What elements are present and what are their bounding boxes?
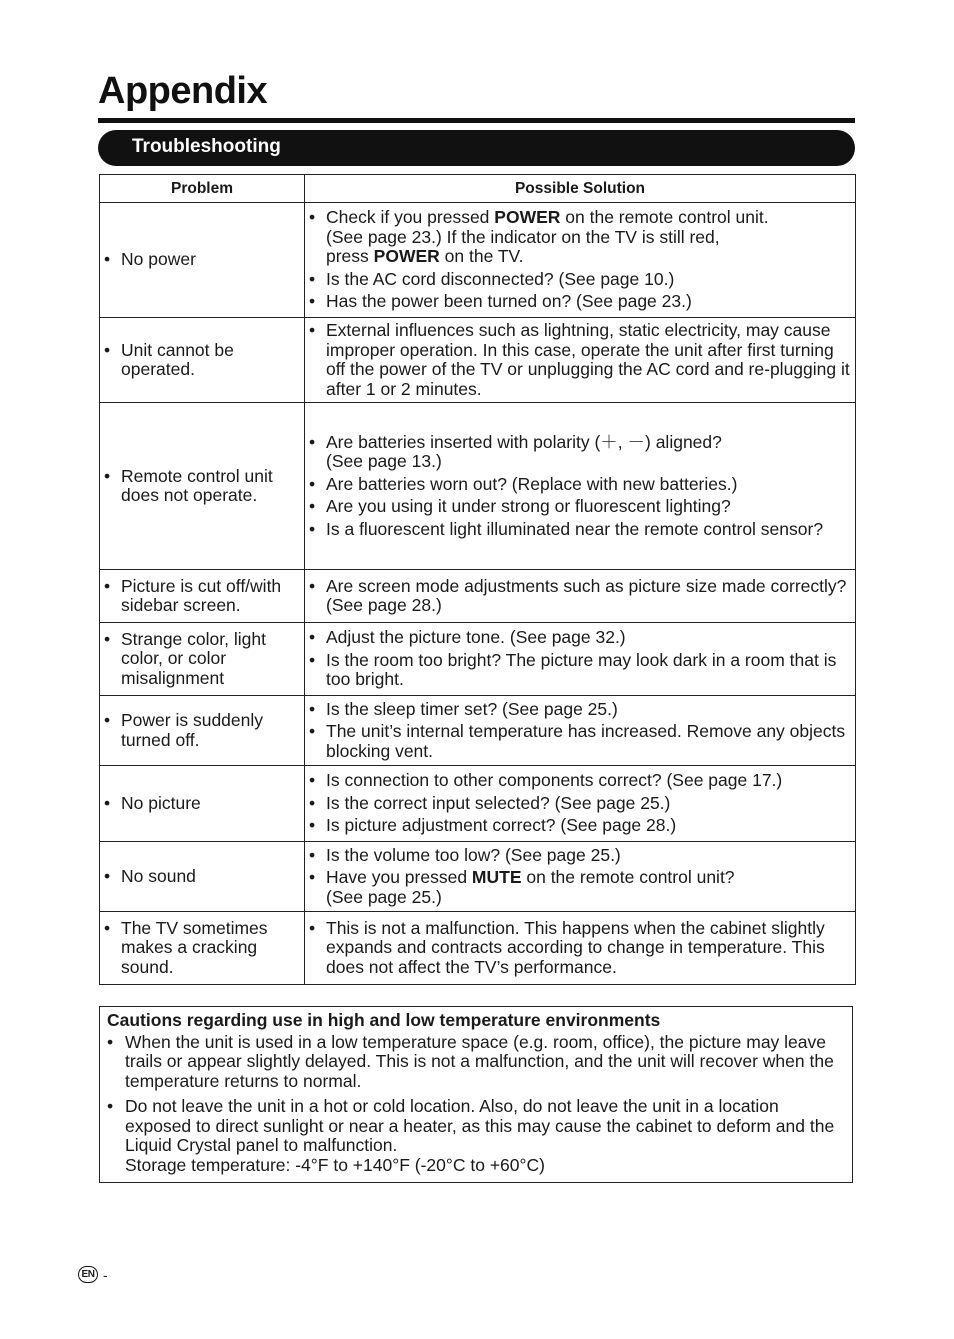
- solution-item: [309, 321, 853, 399]
- bullet: •: [309, 207, 316, 228]
- problem-cell: [100, 766, 305, 842]
- solution-cell: [305, 842, 856, 912]
- solution-item: [309, 292, 853, 312]
- table-row: [100, 696, 856, 766]
- solution-text: Are screen mode adjustments such as picture size made correctly? (See page 28.): [326, 575, 847, 615]
- table-row: [100, 842, 856, 912]
- storage-temperature-note: Storage temperature: -4°F to +140°F (-20°C to +60°C): [125, 1154, 545, 1175]
- bullet: •: [104, 249, 111, 270]
- solution-text: press: [326, 246, 374, 267]
- problem-item: [104, 630, 304, 689]
- solution-text: Is the AC cord disconnected? (See page 10.): [326, 268, 675, 289]
- problem-item: [104, 341, 304, 380]
- table-row: [100, 203, 856, 318]
- bullet: •: [309, 792, 316, 813]
- bullet: •: [309, 320, 316, 340]
- problem-text: Remote control unit does not operate.: [121, 465, 273, 505]
- bullet: •: [309, 698, 316, 719]
- bullet: •: [309, 770, 316, 791]
- solution-text: Is the sleep timer set? (See page 25.): [326, 698, 618, 719]
- solution-item: [309, 577, 853, 616]
- solution-item: [309, 700, 853, 720]
- bullet: •: [309, 575, 316, 596]
- bullet: •: [309, 721, 316, 742]
- solution-text: (See page 25.): [326, 886, 442, 907]
- column-header-solution: Possible Solution: [305, 175, 856, 203]
- page-number-separator: -: [103, 1266, 108, 1283]
- solution-text: Are you using it under strong or fluorescent lighting?: [326, 496, 731, 517]
- problem-text: No sound: [121, 865, 196, 886]
- bullet: •: [309, 291, 316, 312]
- solution-text: on the remote control unit?: [521, 867, 735, 888]
- solution-text: Is picture adjustment correct? (See page 28.): [326, 815, 677, 836]
- solution-text: The unit’s internal temperature has increased. Remove any objects blocking vent.: [326, 721, 846, 761]
- solution-text: This is not a malfunction. This happens when the cabinet slightly expands and contracts according to change in temperature. This does not affect the TV’s performance.: [326, 917, 825, 977]
- table-row: [100, 318, 856, 403]
- solution-text: on the remote control unit.: [560, 207, 769, 228]
- bullet: •: [309, 268, 316, 289]
- solution-item: [309, 794, 853, 814]
- problem-item: [104, 867, 304, 887]
- solution-item: [309, 497, 853, 517]
- solution-text: (See page 13.): [326, 451, 442, 472]
- language-badge-icon: EN: [78, 1266, 98, 1283]
- solution-cell: [305, 623, 856, 696]
- troubleshooting-table: [99, 174, 856, 985]
- caution-text: When the unit is used in a low temperature space (e.g. room, office), the picture may leave trails or appear slightly delayed. This is not a malfunction, and the unit will recover when the temperature returns to normal.: [125, 1031, 834, 1091]
- solution-cell: [305, 318, 856, 403]
- solution-item: [309, 628, 853, 648]
- bullet: •: [309, 867, 316, 888]
- solution-text: Has the power been turned on? (See page 23.): [326, 291, 692, 312]
- bullet: •: [104, 865, 111, 886]
- bullet: •: [309, 518, 316, 539]
- solution-text: Adjust the picture tone. (See page 32.): [326, 627, 626, 648]
- problem-item: [104, 577, 304, 616]
- solution-cell: [305, 696, 856, 766]
- bullet: •: [104, 628, 111, 649]
- solution-cell: [305, 403, 856, 570]
- table-row: [100, 570, 856, 623]
- button-name-emphasis: POWER: [373, 246, 440, 267]
- bullet: •: [309, 815, 316, 836]
- bullet: •: [309, 844, 316, 865]
- solution-text: External influences such as lightning, static electricity, may cause improper operation. In this case, operate the unit after first turning off the power of the TV or unplugging the AC cord and re-plugging it after 1 or 2 minutes.: [326, 320, 850, 399]
- bullet: •: [309, 627, 316, 648]
- solution-text: Is the room too bright? The picture may look dark in a room that is too bright.: [326, 649, 837, 690]
- problem-text: No picture: [121, 792, 201, 813]
- problem-cell: [100, 623, 305, 696]
- problem-item: [104, 919, 304, 978]
- bullet: •: [107, 1096, 114, 1116]
- problem-item: [104, 467, 304, 506]
- solution-text: Is the correct input selected? (See page 25.): [326, 792, 671, 813]
- page-title: Appendix: [98, 70, 268, 112]
- solution-text: Are batteries worn out? (Replace with new batteries.): [326, 473, 738, 494]
- table-row: [100, 623, 856, 696]
- problem-text: No power: [121, 249, 196, 270]
- problem-text: The TV sometimes makes a cracking sound.: [121, 917, 268, 977]
- caution-item: [107, 1033, 842, 1092]
- solution-text: on the TV.: [439, 246, 524, 267]
- bullet: •: [104, 917, 111, 938]
- bullet: •: [104, 465, 111, 486]
- bullet: •: [309, 496, 316, 517]
- caution-text: Do not leave the unit in a hot or cold location. Also, do not leave the unit in a location exposed to direct sunlight or near a heater, as this may cause the cabinet to deform and the Liquid Crystal panel to malfunction.: [125, 1096, 835, 1155]
- solution-text: Is the volume too low? (See page 25.): [326, 844, 621, 865]
- table-row: [100, 403, 856, 570]
- problem-text: Unit cannot be operated.: [121, 339, 234, 379]
- bullet: •: [104, 792, 111, 813]
- solution-item: [309, 270, 853, 290]
- caution-item: [107, 1097, 842, 1175]
- solution-item: [309, 919, 853, 978]
- solution-text: Is a fluorescent light illuminated near the remote control sensor?: [326, 518, 824, 539]
- bullet: •: [309, 917, 316, 938]
- page-footer: [78, 1266, 108, 1283]
- solution-text: Is connection to other components correct? (See page 17.): [326, 770, 783, 791]
- bullet: •: [104, 575, 111, 596]
- cautions-box: [99, 1006, 853, 1183]
- solution-cell: [305, 203, 856, 318]
- section-header: [98, 130, 855, 166]
- problem-cell: [100, 570, 305, 623]
- solution-item: [309, 722, 853, 761]
- problem-cell: [100, 912, 305, 985]
- solution-text: Have you pressed: [326, 867, 472, 888]
- problem-text: Picture is cut off/with sidebar screen.: [121, 575, 282, 615]
- solution-text: (See page 23.) If the indicator on the TV is still red,: [326, 226, 720, 247]
- button-name-emphasis: MUTE: [471, 867, 522, 888]
- bullet: •: [107, 1031, 114, 1052]
- bullet: •: [309, 431, 316, 452]
- solution-item: [309, 475, 853, 495]
- problem-cell: [100, 696, 305, 766]
- cautions-title: Cautions regarding use in high and low temperature environments: [107, 1010, 661, 1030]
- solution-item: [309, 846, 853, 866]
- solution-cell: [305, 766, 856, 842]
- button-name-emphasis: POWER: [494, 207, 561, 228]
- solution-item: [309, 651, 853, 690]
- solution-cell: [305, 570, 856, 623]
- solution-text: Are batteries inserted with polarity (＋, －) aligned?: [326, 431, 722, 452]
- problem-item: [104, 250, 304, 270]
- problem-cell: [100, 203, 305, 318]
- solution-item: [309, 433, 853, 472]
- section-title: Troubleshooting: [132, 136, 281, 157]
- solution-item: [309, 771, 853, 791]
- solution-cell: [305, 912, 856, 985]
- solution-text: Check if you pressed: [326, 207, 495, 228]
- solution-item: [309, 520, 853, 540]
- table-body: [100, 203, 856, 985]
- table-row: [100, 912, 856, 985]
- table-row: [100, 766, 856, 842]
- problem-item: [104, 711, 304, 750]
- solution-item: [309, 868, 853, 907]
- problem-cell: [100, 842, 305, 912]
- solution-item: [309, 816, 853, 836]
- bullet: •: [104, 339, 111, 360]
- problem-cell: [100, 403, 305, 570]
- table-header-row: [100, 175, 856, 203]
- problem-item: [104, 794, 304, 814]
- problem-cell: [100, 318, 305, 403]
- problem-text: Power is suddenly turned off.: [121, 710, 264, 750]
- bullet: •: [309, 473, 316, 494]
- problem-text: Strange color, light color, or color misalignment: [121, 628, 266, 688]
- solution-item: [309, 208, 853, 267]
- bullet: •: [309, 649, 316, 670]
- bullet: •: [104, 710, 111, 730]
- column-header-problem: Problem: [100, 175, 305, 203]
- title-rule: [98, 118, 855, 123]
